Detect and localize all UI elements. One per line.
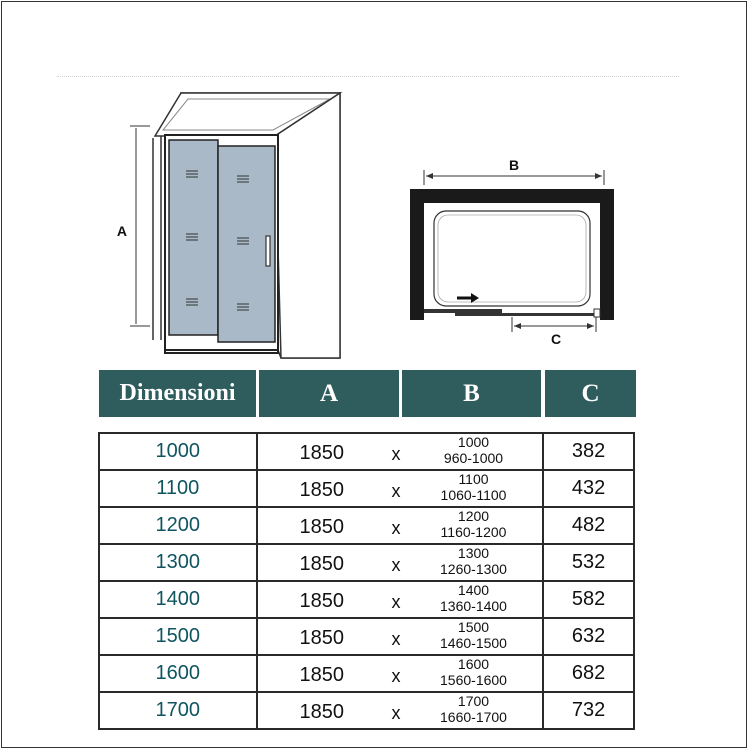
dimension-c-label: C xyxy=(550,331,562,347)
b-range: 1060-1100 xyxy=(440,487,507,503)
ab-cell xyxy=(257,581,544,618)
size-cell: 1000 xyxy=(99,433,257,470)
dimension-b-label: B xyxy=(508,157,520,173)
table-row xyxy=(99,433,634,470)
c-cell: 382 xyxy=(543,433,634,470)
a-value: 1850 xyxy=(299,479,344,501)
ab-cell xyxy=(257,618,544,655)
b-nominal: 1400 xyxy=(457,582,490,598)
size-cell: 1700 xyxy=(99,692,257,729)
a-value: 1850 xyxy=(299,664,344,686)
table-row xyxy=(99,470,634,507)
b-nominal: 1200 xyxy=(457,508,490,524)
shower-tray xyxy=(434,211,590,306)
ab-cell xyxy=(257,655,544,692)
table-row xyxy=(99,692,634,729)
table-row xyxy=(99,507,634,544)
times-sign: x xyxy=(391,444,401,464)
c-cell: 732 xyxy=(543,692,634,729)
table-row xyxy=(99,581,634,618)
times-sign: x xyxy=(391,592,401,612)
b-nominal: 1100 xyxy=(458,471,489,487)
b-value xyxy=(418,471,530,503)
a-value: 1850 xyxy=(299,516,344,538)
size-cell: 1300 xyxy=(99,544,257,581)
table-row xyxy=(99,655,634,692)
a-value: 1850 xyxy=(299,627,344,649)
a-value: 1850 xyxy=(299,701,344,723)
dimensions-table xyxy=(98,432,635,730)
b-value xyxy=(418,508,530,540)
ab-cell xyxy=(257,433,544,470)
dimension-a-label: A xyxy=(116,223,127,239)
table-row xyxy=(99,618,634,655)
shower-top-view xyxy=(410,157,614,347)
a-value: 1850 xyxy=(299,442,344,464)
b-range: 1360-1400 xyxy=(440,598,507,614)
size-cell: 1500 xyxy=(99,618,257,655)
b-nominal: 1300 xyxy=(457,545,490,561)
b-value xyxy=(418,582,530,614)
b-nominal: 1600 xyxy=(457,656,490,672)
header-a: A xyxy=(259,370,399,417)
a-value: 1850 xyxy=(299,590,344,612)
b-value xyxy=(418,434,530,466)
c-cell: 632 xyxy=(543,618,634,655)
header-c: C xyxy=(545,370,636,417)
times-sign: x xyxy=(391,481,401,501)
size-cell: 1600 xyxy=(99,655,257,692)
b-range: 1260-1300 xyxy=(440,561,507,577)
b-range: 1160-1200 xyxy=(440,524,507,540)
b-range: 1660-1700 xyxy=(440,709,507,725)
shower-diagrams xyxy=(0,0,750,370)
table-row xyxy=(99,544,634,581)
size-cell: 1400 xyxy=(99,581,257,618)
header-b: B xyxy=(402,370,541,417)
times-sign: x xyxy=(391,703,401,723)
size-cell: 1200 xyxy=(99,507,257,544)
header-dimensioni: Dimensioni xyxy=(99,370,256,417)
times-sign: x xyxy=(391,555,401,575)
shower-enclosure-3d xyxy=(117,93,340,358)
c-cell: 432 xyxy=(543,470,634,507)
ab-cell xyxy=(257,544,544,581)
ab-cell xyxy=(257,470,544,507)
door-handle xyxy=(266,236,270,266)
ab-cell xyxy=(257,692,544,729)
a-value: 1850 xyxy=(299,553,344,575)
times-sign: x xyxy=(391,629,401,649)
size-cell: 1100 xyxy=(99,470,257,507)
c-cell: 482 xyxy=(543,507,634,544)
b-value xyxy=(418,545,530,577)
ab-cell xyxy=(257,507,544,544)
b-value xyxy=(418,656,530,688)
b-nominal: 1700 xyxy=(457,693,490,709)
times-sign: x xyxy=(391,666,401,686)
b-nominal: 1500 xyxy=(457,619,490,635)
c-cell: 682 xyxy=(543,655,634,692)
b-nominal: 1000 xyxy=(457,434,490,450)
c-cell: 582 xyxy=(543,581,634,618)
b-range: 960-1000 xyxy=(443,450,504,466)
b-range: 1460-1500 xyxy=(440,635,507,651)
c-cell: 532 xyxy=(543,544,634,581)
b-value xyxy=(418,693,530,725)
times-sign: x xyxy=(391,518,401,538)
b-value xyxy=(418,619,530,651)
b-range: 1560-1600 xyxy=(440,672,507,688)
